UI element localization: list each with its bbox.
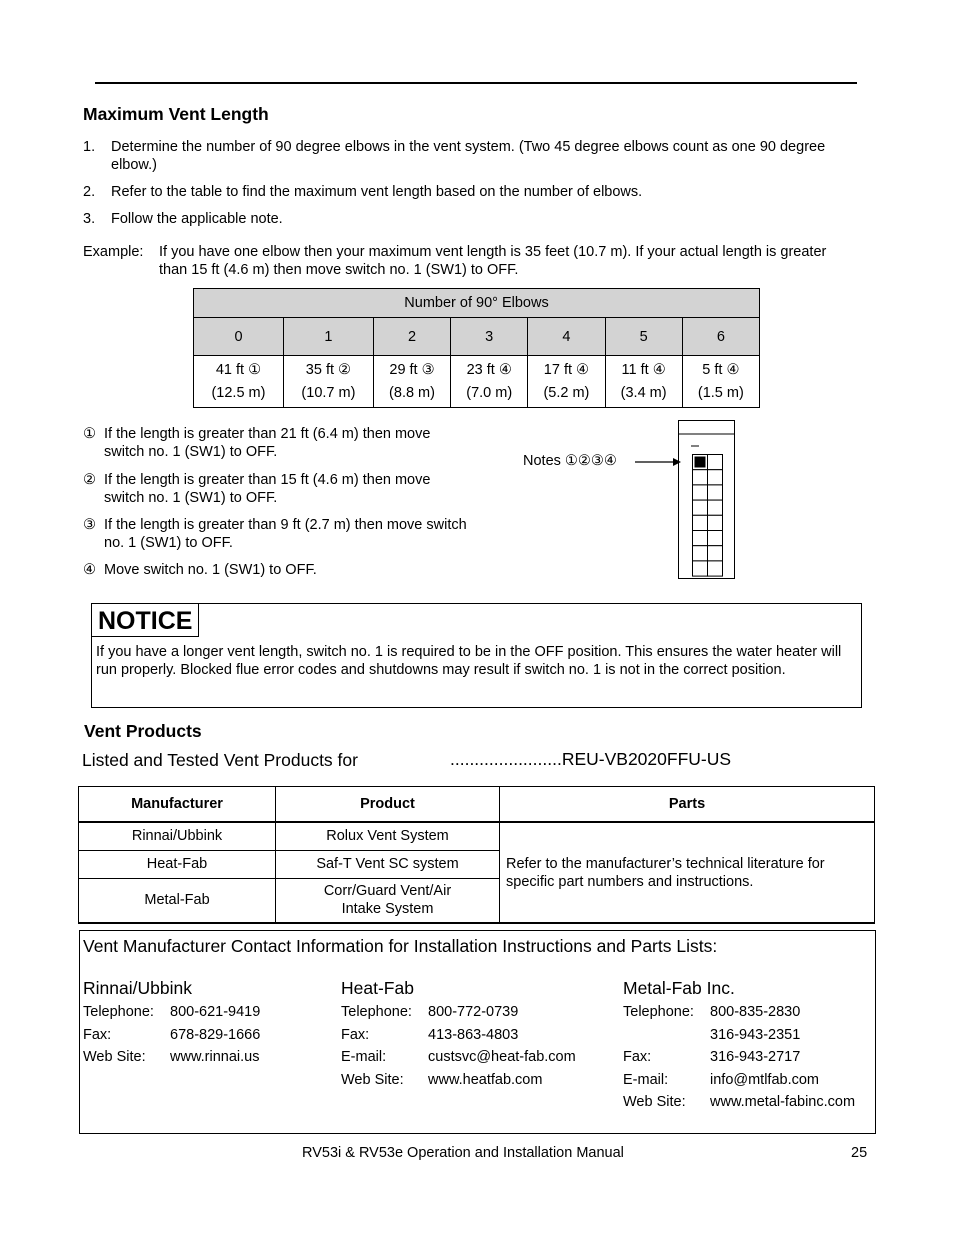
switch-cell	[693, 515, 708, 530]
contact-metal-fab: Metal-Fab Inc. Telephone: 800-835-2830 316-943-2351 Fax: 316-943-2717 E-mail: info@mtlfab.com Web Site: www.metal-fabinc.com	[623, 978, 871, 999]
switch-1-off-position	[695, 457, 706, 468]
step-2: 2. Refer to the table to find the maximum vent length based on the number of elbows.	[83, 184, 643, 200]
manufacturer-cell: Metal-Fab	[79, 878, 276, 923]
switch-cell	[708, 485, 723, 500]
elbow-count: 4	[528, 318, 605, 356]
listed-products-label: Listed and Tested Vent Products for	[82, 750, 358, 770]
max-length-cell: 17 ft ④ (5.2 m)	[528, 356, 605, 408]
switch-cell	[708, 500, 723, 515]
example: Example: If you have one elbow then your maximum vent length is 35 feet (10.7 m). If your actual length is greater than 15 ft (4.6 m) then move switch no. 1 (SW1) to OFF.	[83, 244, 827, 278]
model-number: REU-VB2020FFU-US	[561, 749, 732, 769]
contact-row: E-mail: custsvc@heat-fab.com	[341, 1049, 576, 1065]
switch-cell	[693, 531, 708, 546]
elbow-count-row	[194, 318, 760, 356]
contact-row: Fax: 316-943-2717	[623, 1049, 801, 1065]
note-3: ③ If the length is greater than 9 ft (2.7 m) then move switch no. 1 (SW1) to OFF.	[83, 517, 467, 551]
switch-cell	[693, 561, 708, 576]
product-cell: Rolux Vent System	[276, 822, 500, 850]
switch-cell	[708, 515, 723, 530]
elbow-table-title: Number of 90° Elbows	[194, 289, 760, 318]
dip-switch-diagram	[633, 418, 737, 582]
dip-switch-notes-label: Notes ①②③④	[523, 453, 617, 469]
company-name: Heat-Fab	[341, 978, 414, 998]
notice-title: NOTICE	[92, 604, 199, 637]
page-number: 25	[851, 1145, 868, 1161]
footer-manual-title: RV53i & RV53e Operation and Installation Manual	[302, 1145, 624, 1161]
contact-row: Web Site: www.rinnai.us	[83, 1049, 260, 1065]
manufacturer-cell: Heat-Fab	[79, 850, 276, 878]
switch-cell	[708, 561, 723, 576]
switch-cell	[708, 531, 723, 546]
switch-cell	[693, 485, 708, 500]
step-3: 3. Follow the applicable note.	[83, 211, 283, 227]
listed-products-model-line	[450, 749, 731, 770]
elbow-count: 1	[283, 318, 373, 356]
switch-cell	[708, 546, 723, 561]
contact-row: Telephone: 800-835-2830	[623, 1004, 801, 1020]
contact-row: Web Site: www.heatfab.com	[341, 1072, 543, 1088]
column-header-manufacturer: Manufacturer	[79, 787, 276, 823]
elbow-count: 0	[194, 318, 284, 356]
note-2: ② If the length is greater than 15 ft (4.6 m) then move switch no. 1 (SW1) to OFF.	[83, 472, 431, 506]
note-1: ① If the length is greater than 21 ft (6.4 m) then move switch no. 1 (SW1) to OFF.	[83, 426, 431, 460]
manufacturer-cell: Rinnai/Ubbink	[79, 822, 276, 850]
column-header-parts: Parts	[500, 787, 875, 823]
vent-products-table	[78, 786, 875, 924]
max-length-cell: 5 ft ④ (1.5 m)	[682, 356, 759, 408]
heading-maximum-vent-length: Maximum Vent Length	[83, 104, 269, 124]
note-4: ④ Move switch no. 1 (SW1) to OFF.	[83, 562, 317, 578]
pointer-arrow-head	[673, 458, 681, 466]
switch-cell	[693, 500, 708, 515]
parts-cell: Refer to the manufacturer’s technical literature for specific part numbers and instructions.	[500, 822, 875, 923]
elbow-count: 2	[373, 318, 450, 356]
heading-vent-products: Vent Products	[84, 721, 202, 741]
contact-row: Fax: 413-863-4803	[341, 1027, 519, 1043]
step-1: 1. Determine the number of 90 degree elbows in the vent system. (Two 45 degree elbows count as one 90 degree elbow.)	[83, 139, 826, 173]
switch-cell	[708, 455, 723, 470]
elbow-count: 5	[605, 318, 682, 356]
header-rule	[95, 82, 857, 84]
switch-grid	[693, 455, 723, 577]
max-length-cell: 23 ft ④ (7.0 m)	[451, 356, 528, 408]
contact-row: Telephone: 800-772-0739	[341, 1004, 519, 1020]
max-length-cell: 35 ft ② (10.7 m)	[283, 356, 373, 408]
contact-row: Fax: 678-829-1666	[83, 1027, 261, 1043]
table-row	[79, 822, 875, 850]
max-length-row	[194, 356, 760, 408]
contact-heat-fab	[341, 978, 611, 1088]
leader-dots: .......................	[450, 749, 562, 769]
product-cell: Corr/Guard Vent/Air Intake System	[276, 878, 500, 923]
switch-cell	[708, 470, 723, 485]
company-name: Rinnai/Ubbink	[83, 978, 192, 998]
switch-cell	[693, 470, 708, 485]
max-length-cell: 29 ft ③ (8.8 m)	[373, 356, 450, 408]
elbow-table	[193, 288, 760, 408]
column-header-product: Product	[276, 787, 500, 823]
max-length-cell: 41 ft ① (12.5 m)	[194, 356, 284, 408]
product-cell: Saf-T Vent SC system	[276, 850, 500, 878]
contact-row: Telephone: 800-621-9419	[83, 1004, 261, 1020]
notice-text: If you have a longer vent length, switch no. 1 is required to be in the OFF position. This ensures the water heater will run properly. Blocked flue error codes and shutdowns may result if switch no. 1 is not in the correct position.	[96, 644, 842, 678]
contact-info-title: Vent Manufacturer Contact Information for Installation Instructions and Parts Lists:	[83, 936, 718, 956]
contact-row: E-mail: info@mtlfab.com	[623, 1072, 820, 1088]
max-length-cell: 11 ft ④ (3.4 m)	[605, 356, 682, 408]
company-name: Metal-Fab Inc.	[623, 978, 735, 998]
elbow-count: 6	[682, 318, 759, 356]
contact-row: Web Site: www.metal-fabinc.com	[623, 1094, 856, 1110]
table-header-row	[79, 787, 875, 823]
switch-cell	[693, 546, 708, 561]
elbow-count: 3	[451, 318, 528, 356]
contact-rinnai-ubbink	[83, 978, 333, 1065]
